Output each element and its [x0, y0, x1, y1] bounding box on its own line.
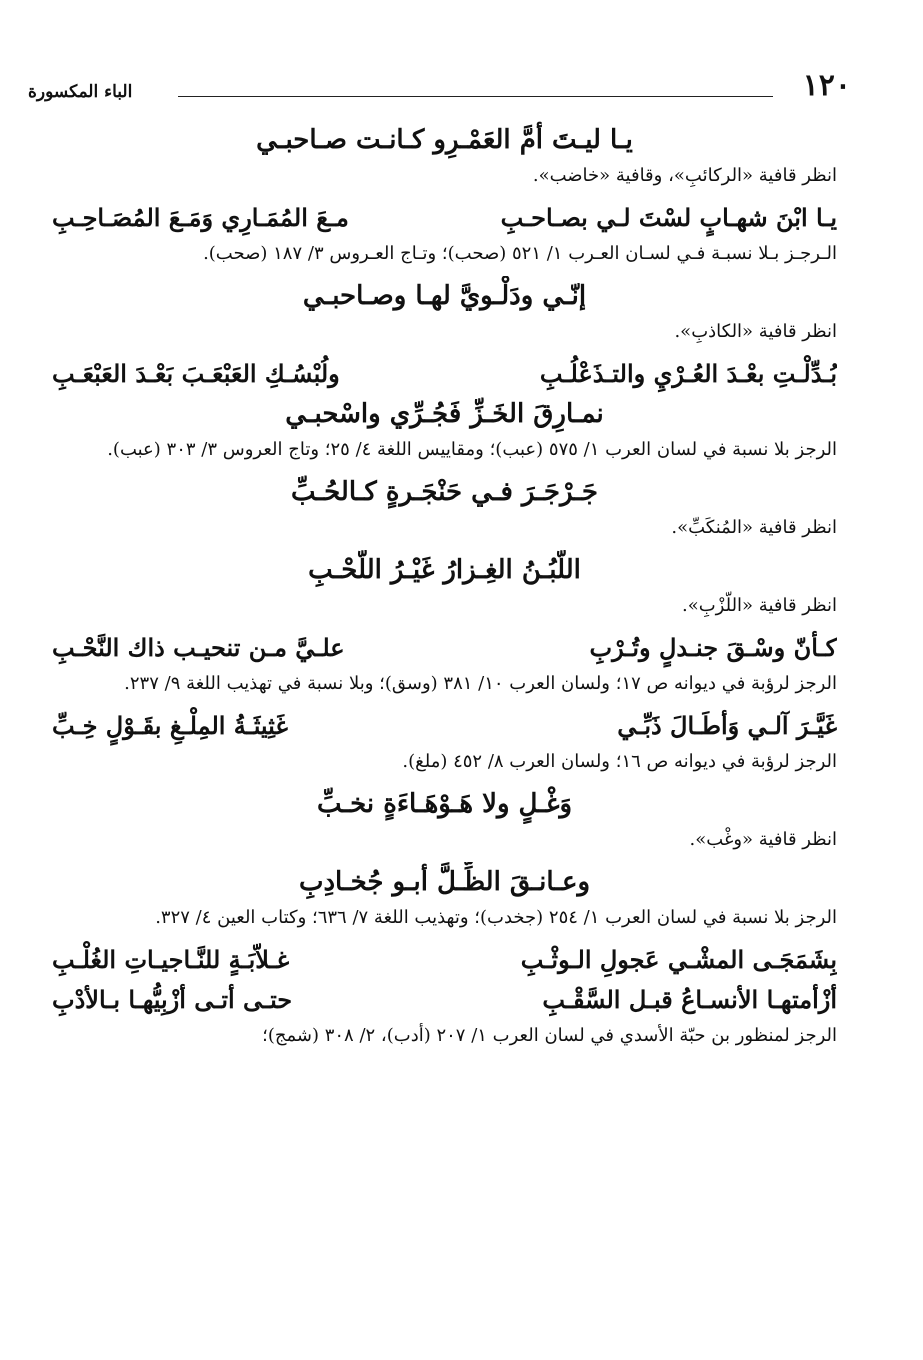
- first-hemistich: غَيَّـرَ آلـي وَأطَـالَ ذَبِّـي: [617, 711, 837, 740]
- footnote: الرجز لرؤبة في ديوانه ص ١٧؛ ولسان العرب ١٠/ ٣٨١ (وسق)؛ وبلا نسبة في تهذيب اللغة ٩/ ٢٣٧.: [124, 673, 837, 694]
- footnote: انظر قافية «الركائبِ»، وقافية «خاضب».: [532, 165, 837, 186]
- footnote: الرجز لمنظور بن حبّة الأسدي في لسان العرب ١/ ٢٠٧ (أدب)، ٢/ ٣٠٨ (شمج)؛: [262, 1025, 837, 1046]
- verse: اللُّبُـنُ الغِـزارُ غَيْـرُ اللَّحْـبِ: [308, 555, 581, 585]
- first-hemistich: أزْأمتهـا الأنسـاعُ قبـل السَّقْـبِ: [542, 985, 837, 1014]
- verse-couplet: [52, 354, 837, 394]
- verse-couplet: [52, 706, 837, 746]
- verse-couplet: [52, 198, 837, 238]
- verse: إنّـي ودَلْـويَّ لهـا وصـاحبـي: [302, 281, 587, 311]
- footnote: الرجز لرؤبة في ديوانه ص ١٦؛ ولسان العرب ٨/ ٤٥٢ (ملغ).: [402, 751, 837, 772]
- verse: جَـرْجَـرَ فـي حَنْجَـرةٍ كـالحُـبِّ: [291, 477, 598, 507]
- verse-couplet: [52, 628, 837, 668]
- running-title: الباء المكسورة: [28, 82, 133, 102]
- second-hemistich: مـعَ المُمَـارِي وَمَـعَ المُصَـاحِـبِ: [52, 203, 349, 232]
- verse-couplet: [52, 940, 837, 980]
- verse: نمـارِقَ الخَـزِّ فَجُـرِّي واسْحبـي: [285, 399, 604, 429]
- footnote: انظر قافية «المُنكَبِّ».: [671, 517, 837, 538]
- footnote: انظر قافية «وغْب».: [689, 829, 837, 850]
- footnote: الرجز بلا نسبة في لسان العرب ١/ ٥٧٥ (عبب)؛ ومقاييس اللغة ٤/ ٢٥؛ وتاج العروس ٣/ ٣٠٣ (عبب).: [107, 439, 837, 460]
- footnote: الرجز بلا نسبة في لسان العرب ١/ ٢٥٤ (جخدب)؛ وتهذيب اللغة ٧/ ٦٣٦؛ وكتاب العين ٤/ ٣٢٧.: [155, 907, 837, 928]
- page-number: ١٢٠: [802, 68, 851, 103]
- page-header: [28, 62, 851, 103]
- first-hemistich: كـأنّ وسْـقَ جنـدلٍ وتُـرْبِ: [589, 633, 837, 662]
- first-hemistich: بُـدِّلْـتِ بعْـدَ العُـرْيِ والتـذَعْلُـبِ: [539, 359, 837, 388]
- footnote: انظر قافية «اللّزْبِ».: [682, 595, 837, 616]
- first-hemistich: يـا ابْنَ شهـابٍ لسْتَ لـي بصـاحـبِ: [500, 203, 837, 232]
- verse: وَغْـلٍ ولا هَـوْهَـاءَةٍ نخـبِّ: [316, 789, 573, 819]
- verse-couplet: [52, 980, 837, 1020]
- second-hemistich: علـيَّ مـن تنحيـب ذاك النَّحْـبِ: [52, 633, 345, 662]
- second-hemistich: ولُبْسُـكِ العَبْعَـبَ بَعْـدَ العَبْعَـبِ: [52, 359, 340, 388]
- second-hemistich: غَثِيثَـةُ المِلْـغِ بقَـوْلٍ خِـبِّ: [52, 711, 288, 740]
- second-hemistich: غـلاّبَـةٍ للنَّـاجيـاتِ الغُلْـبِ: [52, 945, 290, 974]
- first-hemistich: بِشَمَجَـى المشْـي عَجولِ الـوثْـبِ: [520, 945, 837, 974]
- footnote: الـرجـز بـلا نسبـة فـي لسـان العـرب ١/ ٥٢١ (صحب)؛ وتـاج العـروس ٣/ ١٨٧ (صحب).: [203, 243, 837, 264]
- footnote: انظر قافية «الكاذبِ».: [674, 321, 837, 342]
- verse: وعـانـقَ الظِّـلَّ أبـو جُخـادِبِ: [298, 867, 591, 897]
- verse: يـا ليـتَ أمَّ العَمْـرِو كـانـت صـاحبـي: [256, 125, 633, 155]
- second-hemistich: حتـى أتـى أزْبِيُّهـا بـالأدْبِ: [52, 985, 293, 1014]
- page-content: [52, 120, 837, 1058]
- header-rule: [178, 96, 773, 97]
